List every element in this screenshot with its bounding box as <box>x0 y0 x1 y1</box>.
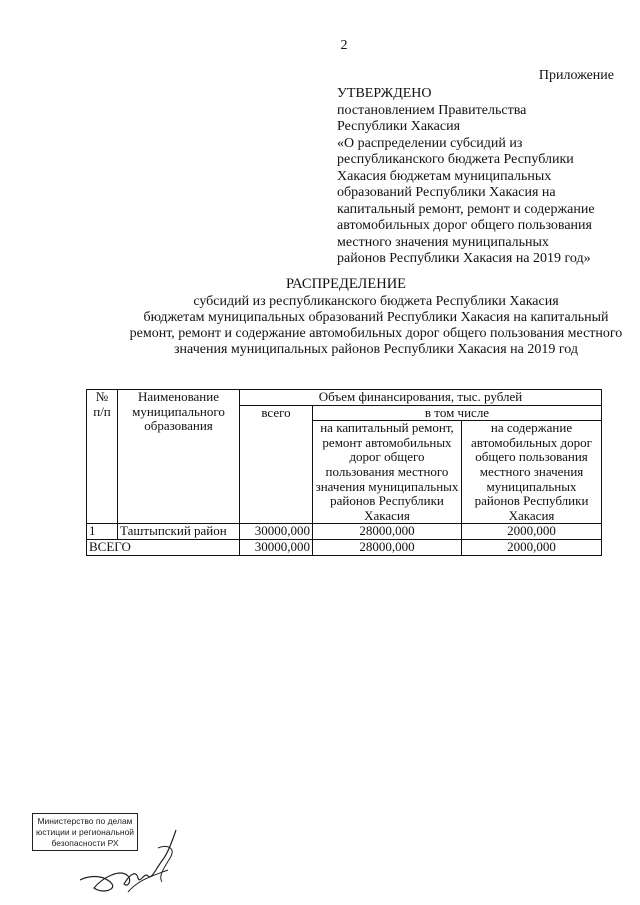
approval-title: УТВЕРЖДЕНО <box>337 86 432 101</box>
distribution-table <box>86 389 602 556</box>
header-funding: Объем финансирования, тыс. рублей <box>240 390 602 406</box>
approval-line: Хакасия бюджетам муниципальных <box>337 168 552 184</box>
subtitle-line: субсидий из республиканского бюджета Республики Хакасия <box>193 294 559 309</box>
table-header-row <box>87 390 602 406</box>
header-total: всего <box>240 405 313 524</box>
approval-line: местного значения муниципальных <box>337 234 549 250</box>
page-number: 2 <box>340 38 348 53</box>
approval-line: районов Республики Хакасия на 2019 год» <box>337 251 591 266</box>
total-maintenance: 2000,000 <box>462 539 602 555</box>
total-total: 30000,000 <box>240 539 313 555</box>
total-label: ВСЕГО <box>87 539 240 555</box>
approval-line: Республики Хакасия <box>337 119 461 134</box>
stamp-line: юстиции и региональной <box>35 827 135 837</box>
document-title: РАСПРЕДЕЛЕНИЕ <box>285 276 407 292</box>
total-repair: 28000,000 <box>313 539 462 555</box>
appendix-label: Приложение <box>538 68 614 83</box>
header-including: в том числе <box>313 405 602 421</box>
signature-icon <box>72 818 192 898</box>
stamp-line: безопасности РХ <box>51 838 119 848</box>
approval-line: капитальный ремонт, ремонт и содержание <box>337 201 595 217</box>
header-maintenance: на содержание автомобильных дорог общего пользования местного значения муниципальных районов Республики Хакасия <box>462 421 602 524</box>
row-repair: 28000,000 <box>313 524 462 540</box>
row-maintenance: 2000,000 <box>462 524 602 540</box>
row-name: Таштыпский район <box>118 524 240 540</box>
stamp-line: Министерство по делам <box>37 816 133 826</box>
approval-line: постановлением Правительства <box>337 102 527 118</box>
subtitle-line: бюджетам муниципальных образований Республики Хакасия на капитальный <box>143 310 609 325</box>
approval-block <box>337 86 627 268</box>
table-total-row <box>87 539 602 555</box>
approval-line: автомобильных дорог общего пользования <box>337 218 592 233</box>
subtitle-line: значения муниципальных районов Республики Хакасия на 2019 год <box>174 342 578 357</box>
approval-line: республиканского бюджета Республики <box>337 152 574 167</box>
header-num: № п/п <box>87 390 118 524</box>
header-name: Наименование муниципального образования <box>118 390 240 524</box>
document-subtitle <box>66 294 640 358</box>
subtitle-line: ремонт, ремонт и содержание автомобильных дорог общего пользования местного <box>129 326 623 341</box>
header-repair: на капитальный ремонт, ремонт автомобильных дорог общего пользования местного значения муниципальных районов Республики Хакасия <box>313 421 462 524</box>
table-row <box>87 524 602 540</box>
row-num: 1 <box>87 524 118 540</box>
approval-line: образований Республики Хакасия на <box>337 185 556 200</box>
row-total: 30000,000 <box>240 524 313 540</box>
approval-line: «О распределении субсидий из <box>337 135 523 151</box>
